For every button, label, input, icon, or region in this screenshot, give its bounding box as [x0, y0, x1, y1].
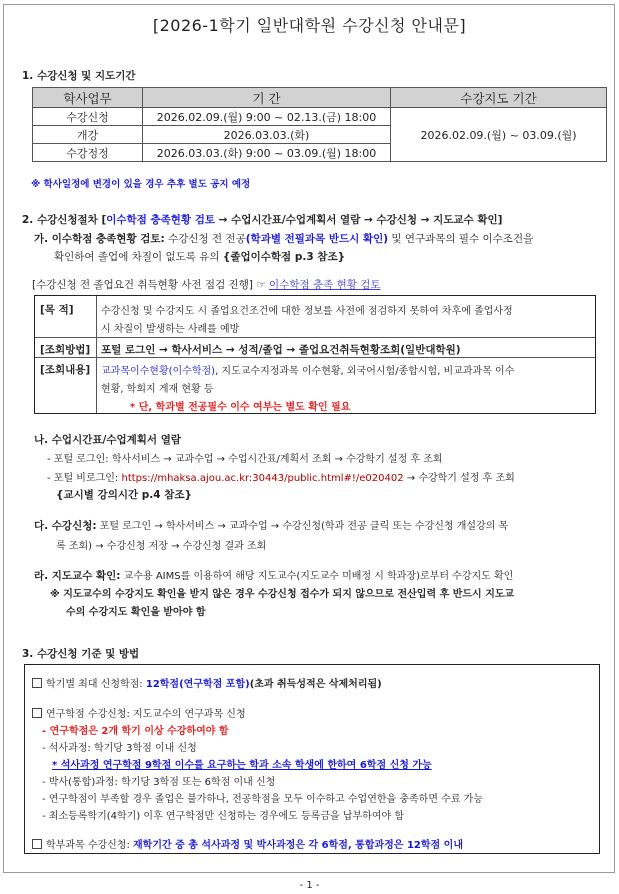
- checkbox-icon: [32, 678, 42, 688]
- criteria-undergrad: 학부과목 수강신청: 재학기간 중 총 석사과정 및 박사과정은 각 6학점, 통합과정은 12학점 이내: [32, 836, 463, 851]
- credit-review-link[interactable]: 이수학점 충족현황 검토: [106, 214, 216, 226]
- step-ga: 가. 이수학점 충족현황 검토: 수강신청 전 전공(학과별 전필과목 반드시 확인) 및 연구과목의 필수 이수조건을: [34, 233, 534, 245]
- schedule-table: [32, 87, 607, 162]
- research-doctoral: - 박사(통합)과정: 학기당 3학점 또는 6학점 이내 신청: [42, 777, 276, 788]
- tag-purpose: [목 적]: [40, 304, 74, 316]
- criteria-research: 연구학점 수강신청: 지도교수의 연구과목 신청: [32, 705, 246, 720]
- purpose-text-2: 시 차질이 발생하는 사례를 예방: [101, 324, 240, 335]
- step-da: 다. 수강신청: 포털 로그인 → 학사서비스 → 교과수업 → 수강신청(학과 전공 클릭 또는 수강신청 개설강의 목: [34, 520, 509, 532]
- header-advising: 수강지도 기간: [391, 88, 607, 108]
- step-na: 나. 수업시간표/수업계획서 열람: [34, 434, 181, 446]
- tag-content: [조회내용]: [40, 364, 91, 376]
- header-period: 기 간: [143, 88, 391, 108]
- row-registration: 수강신청: [33, 108, 143, 126]
- criteria-max-credits: 학기별 최대 신청학점: 12학점(연구학점 포함)(초과 취득성적은 삭제처리됨): [32, 675, 382, 690]
- content-warning: * 단, 학과별 전공필수 이수 여부는 별도 확인 필요: [130, 402, 351, 413]
- step-ga-line2: 확인하여 졸업에 차질이 없도록 유의 {졸업이수학점 p.3 참조}: [54, 251, 346, 263]
- step-na-login: - 포털 로그인: 학사서비스 → 교과수업 → 수업시간표/계획서 조회 → 수강학기 설정 후 조회: [47, 454, 443, 465]
- step-na-nologin: - 포털 비로그인: https://mhaksa.ajou.ac.kr:30443/public.html#!/e020402 → 수강학기 설정 후 조회: [47, 473, 515, 484]
- divider: [35, 337, 595, 338]
- content-text-2: 현황, 학회지 게재 현황 등: [101, 384, 214, 395]
- method-text: 포털 로그인 → 학사서비스 → 성적/졸업 → 졸업요건취득현황조회(일반대학원): [101, 344, 461, 356]
- tag-method: [조회방법]: [40, 344, 91, 356]
- row-correction: 수강정정: [33, 144, 143, 162]
- section-1-heading: 1. 수강신청 및 지도기간: [22, 70, 136, 82]
- advising-period: 2026.02.09.(월) ~ 03.09.(월): [391, 108, 607, 162]
- section-3-heading: 3. 수강신청 기준 및 방법: [22, 648, 140, 660]
- research-warning: - 연구학점은 2개 학기 이상 수강하여야 함: [42, 726, 229, 737]
- row-semester-start: 개강: [33, 126, 143, 144]
- checkbox-icon: [32, 708, 42, 718]
- section-2-heading: 2. 수강신청절차 [이수학점 충족현황 검토 → 수업시간표/수업계획서 열람 → 수강신청 → 지도교수 확인]: [22, 214, 503, 226]
- row-correction-period: 2026.03.03.(화) 9:00 ~ 03.09.(월) 18:00: [143, 144, 391, 162]
- precheck-line: [수강신청 전 졸업요건 취득현황 사전 점검 진행] ☞ 이수학점 충족 현황 검토: [32, 279, 381, 291]
- research-masters: - 석사과정: 학기당 3학점 이내 신청: [42, 743, 197, 754]
- research-shortage: - 연구학점이 부족할 경우 졸업은 불가하나, 전공학점을 모두 이수하고 수업연한을 충족하면 수료 가능: [42, 794, 483, 805]
- research-masters-exception: * 석사과정 연구학점 9학점 이수를 요구하는 학과 소속 학생에 한하여 6학점 신청 가능: [52, 760, 432, 771]
- course-completion-link[interactable]: 교과목이수현황(이수학점): [101, 366, 216, 377]
- schedule-note: ※ 학사일정에 변경이 있을 경우 추후 별도 공지 예정: [31, 179, 251, 190]
- page-number: - 1 -: [299, 880, 320, 891]
- checkbox-icon: [32, 839, 42, 849]
- header-task: 학사업무: [33, 88, 143, 108]
- credit-status-link[interactable]: 이수학점 충족 현황 검토: [269, 279, 381, 291]
- research-tuition: - 최소등록학기(4학기) 이후 연구학점만 신청하는 경우에도 등록금을 납부하여야 함: [42, 811, 404, 822]
- step-na-ref: {교시별 강의시간 p.4 참조}: [56, 489, 193, 501]
- row-registration-period: 2026.02.09.(월) 9:00 ~ 02.13.(금) 18:00: [143, 108, 391, 126]
- divider: [35, 357, 595, 358]
- timetable-url[interactable]: https://mhaksa.ajou.ac.kr:30443/public.html#!/e020402: [121, 473, 404, 484]
- step-da-line2: 록 조회) → 수강신청 저장 → 수강신청 결과 조회: [56, 541, 267, 552]
- step-ra-note-2: 수의 수강지도 확인을 받아야 함: [66, 607, 206, 618]
- document-title: [2026-1학기 일반대학원 수강신청 안내문]: [152, 16, 467, 35]
- purpose-text: 수강신청 및 수강지도 시 졸업요건조건에 대한 정보를 사전에 점검하지 못하여 차후에 졸업사정: [101, 306, 513, 317]
- row-semester-start-date: 2026.03.03.(화): [143, 126, 391, 144]
- step-ra: 라. 지도교수 확인: 교수용 AIMS를 이용하여 해당 지도교수(지도교수 미배정 시 학과장)로부터 수강지도 확인: [34, 570, 514, 582]
- step-ra-note: ※ 지도교수의 수강지도 확인을 받지 않은 경우 수강신청 접수가 되지 않으므로 전산입력 후 반드시 지도교: [50, 589, 515, 600]
- content-text: 교과목이수현황(이수학점), 지도교수지정과목 이수현황, 외국어시험/종합시험, 비교과과목 이수: [101, 366, 515, 377]
